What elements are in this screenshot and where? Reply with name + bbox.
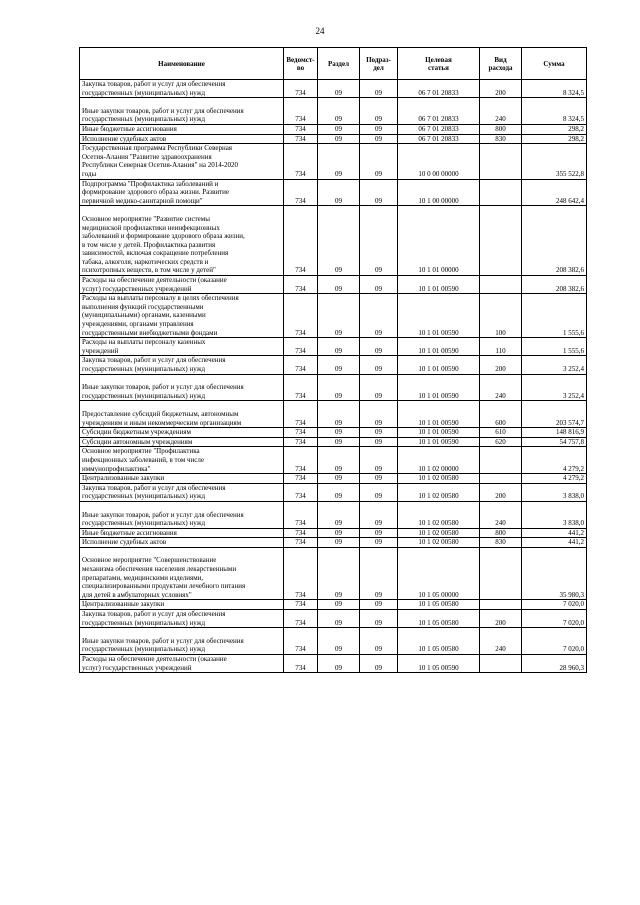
table-row: [80, 655, 587, 673]
row-name: Субсидии автономным учреждениям: [80, 437, 284, 447]
row-sum: 54 757,8: [522, 437, 587, 447]
row-exp-type: [480, 474, 522, 484]
row-exp-type: 240: [480, 628, 522, 655]
table-row: [80, 538, 587, 548]
row-dept: 734: [284, 474, 318, 484]
table-row: [80, 134, 587, 144]
row-sum: 441,2: [522, 538, 587, 548]
row-exp-type: 200: [480, 610, 522, 628]
row-subsection: 09: [360, 124, 398, 134]
row-sum: 441,2: [522, 528, 587, 538]
row-section: 09: [318, 80, 360, 98]
row-subsection: 09: [360, 338, 398, 356]
row-dept: 734: [284, 206, 318, 276]
row-sum: 3 838,0: [522, 483, 587, 501]
row-subsection: 09: [360, 437, 398, 447]
row-section: 09: [318, 655, 360, 673]
row-name: Иные закупки товаров, работ и услуг для обеспечения государственных (муниципальных) нужд: [80, 628, 284, 655]
row-exp-type: 240: [480, 374, 522, 401]
row-section: 09: [318, 447, 360, 474]
table-row: [80, 483, 587, 501]
row-dept: 734: [284, 98, 318, 125]
row-section: 09: [318, 179, 360, 206]
row-subsection: 09: [360, 501, 398, 528]
row-dept: 734: [284, 374, 318, 401]
row-sum: 203 574,7: [522, 401, 587, 428]
row-section: 09: [318, 547, 360, 600]
table-row: [80, 547, 587, 600]
row-section: 09: [318, 134, 360, 144]
row-name: Иные закупки товаров, работ и услуг для обеспечения государственных (муниципальных) нужд: [80, 501, 284, 528]
row-exp-type: 200: [480, 356, 522, 374]
row-section: 09: [318, 98, 360, 125]
row-subsection: 09: [360, 276, 398, 294]
row-sum: 148 816,9: [522, 428, 587, 438]
row-target: 10 1 01 00000: [398, 206, 480, 276]
row-subsection: 09: [360, 134, 398, 144]
budget-table: [79, 47, 587, 673]
row-dept: 734: [284, 628, 318, 655]
row-target: 10 1 01 00590: [398, 437, 480, 447]
row-subsection: 09: [360, 628, 398, 655]
row-section: 09: [318, 474, 360, 484]
row-section: 09: [318, 356, 360, 374]
row-dept: 734: [284, 528, 318, 538]
row-name: Закупка товаров, работ и услуг для обеспечения государственных (муниципальных) нужд: [80, 80, 284, 98]
row-subsection: 09: [360, 98, 398, 125]
table-row: [80, 437, 587, 447]
row-dept: 734: [284, 447, 318, 474]
row-sum: 298,2: [522, 124, 587, 134]
row-subsection: 09: [360, 610, 398, 628]
row-subsection: 09: [360, 447, 398, 474]
row-subsection: 09: [360, 428, 398, 438]
row-exp-type: [480, 447, 522, 474]
row-section: 09: [318, 294, 360, 338]
row-target: 10 1 05 00580: [398, 600, 480, 610]
row-sum: 7 020,0: [522, 600, 587, 610]
row-sum: 3 838,0: [522, 501, 587, 528]
row-section: 09: [318, 428, 360, 438]
row-subsection: 09: [360, 528, 398, 538]
row-target: 10 1 02 00000: [398, 447, 480, 474]
row-name: Расходы на обеспечение деятельности (оказание услуг) государственных учреждений: [80, 276, 284, 294]
row-exp-type: 800: [480, 528, 522, 538]
row-sum: 1 555,6: [522, 294, 587, 338]
row-dept: 734: [284, 483, 318, 501]
row-sum: 7 020,0: [522, 628, 587, 655]
header-name: Наименование: [80, 48, 284, 80]
row-subsection: 09: [360, 600, 398, 610]
row-target: 10 1 01 00590: [398, 276, 480, 294]
row-name: Иные закупки товаров, работ и услуг для обеспечения государственных (муниципальных) нужд: [80, 374, 284, 401]
row-subsection: 09: [360, 356, 398, 374]
row-sum: 7 020,0: [522, 610, 587, 628]
row-subsection: 09: [360, 401, 398, 428]
row-exp-type: [480, 179, 522, 206]
row-subsection: 09: [360, 483, 398, 501]
row-target: 10 1 02 00580: [398, 501, 480, 528]
row-section: 09: [318, 144, 360, 179]
row-target: 10 1 01 00590: [398, 374, 480, 401]
row-name: Централизованные закупки: [80, 600, 284, 610]
table-row: [80, 428, 587, 438]
row-sum: 3 252,4: [522, 356, 587, 374]
row-target: 10 1 05 00000: [398, 547, 480, 600]
row-exp-type: [480, 144, 522, 179]
row-target: 10 1 01 00590: [398, 356, 480, 374]
row-target: 10 1 05 00590: [398, 655, 480, 673]
row-name: Закупка товаров, работ и услуг для обеспечения государственных (муниципальных) нужд: [80, 483, 284, 501]
table-row: [80, 374, 587, 401]
row-exp-type: 600: [480, 401, 522, 428]
table-row: [80, 338, 587, 356]
row-exp-type: 830: [480, 134, 522, 144]
row-target: 10 1 01 00590: [398, 428, 480, 438]
row-sum: 208 382,6: [522, 276, 587, 294]
row-section: 09: [318, 538, 360, 548]
table-row: [80, 610, 587, 628]
row-exp-type: 100: [480, 294, 522, 338]
row-name: Основное мероприятие "Профилактика инфекционных заболеваний, в том числе иммунопрофилактика": [80, 447, 284, 474]
row-dept: 734: [284, 501, 318, 528]
row-name: Закупка товаров, работ и услуг для обеспечения государственных (муниципальных) нужд: [80, 610, 284, 628]
row-section: 09: [318, 600, 360, 610]
row-dept: 734: [284, 80, 318, 98]
row-dept: 734: [284, 356, 318, 374]
row-dept: 734: [284, 179, 318, 206]
row-sum: 355 522,8: [522, 144, 587, 179]
row-name: Иные бюджетные ассигнования: [80, 124, 284, 134]
row-dept: 734: [284, 428, 318, 438]
row-exp-type: 610: [480, 428, 522, 438]
row-dept: 734: [284, 294, 318, 338]
row-dept: 734: [284, 538, 318, 548]
row-sum: 298,2: [522, 134, 587, 144]
row-sum: 3 252,4: [522, 374, 587, 401]
row-name: Закупка товаров, работ и услуг для обеспечения государственных (муниципальных) нужд: [80, 356, 284, 374]
row-dept: 734: [284, 134, 318, 144]
row-target: 10 1 01 00590: [398, 338, 480, 356]
row-sum: 4 279,2: [522, 447, 587, 474]
row-dept: 734: [284, 600, 318, 610]
page-number: 24: [315, 26, 325, 36]
row-exp-type: [480, 655, 522, 673]
row-target: 10 1 00 00000: [398, 179, 480, 206]
row-name: Расходы на выплаты персоналу казенных учреждений: [80, 338, 284, 356]
row-target: 10 1 02 00580: [398, 528, 480, 538]
row-target: 06 7 01 20833: [398, 134, 480, 144]
row-section: 09: [318, 437, 360, 447]
row-sum: 1 555,6: [522, 338, 587, 356]
row-name: Субсидии бюджетным учреждениям: [80, 428, 284, 438]
row-subsection: 09: [360, 80, 398, 98]
row-subsection: 09: [360, 144, 398, 179]
table-row: [80, 144, 587, 179]
row-target: 06 7 01 20833: [398, 80, 480, 98]
row-subsection: 09: [360, 206, 398, 276]
header-section: Раздел: [318, 48, 360, 80]
row-section: 09: [318, 501, 360, 528]
row-subsection: 09: [360, 655, 398, 673]
row-dept: 734: [284, 610, 318, 628]
header-sum: Сумма: [522, 48, 587, 80]
row-name: Предоставление субсидий бюджетным, автономным учреждениям и иным некоммерческим организациям: [80, 401, 284, 428]
table-row: [80, 179, 587, 206]
header-target: Целевая статья: [398, 48, 480, 80]
row-target: 06 7 01 20833: [398, 98, 480, 125]
table-row: [80, 294, 587, 338]
table-row: [80, 501, 587, 528]
table-row: [80, 447, 587, 474]
row-exp-type: 200: [480, 80, 522, 98]
row-sum: 248 642,4: [522, 179, 587, 206]
row-target: 10 1 05 00580: [398, 610, 480, 628]
row-exp-type: [480, 206, 522, 276]
row-sum: 8 324,5: [522, 98, 587, 125]
table-row: [80, 628, 587, 655]
row-name: Основное мероприятие "Совершенствование механизма обеспечения населения лекарственными препаратами, медицинскими изделиями, специализированными продуктами лечебного питания для детей в амбулаторных условиях": [80, 547, 284, 600]
table-row: [80, 206, 587, 276]
row-target: 10 1 01 00590: [398, 294, 480, 338]
row-dept: 734: [284, 124, 318, 134]
row-section: 09: [318, 124, 360, 134]
row-section: 09: [318, 483, 360, 501]
row-sum: 208 382,6: [522, 206, 587, 276]
row-sum: 8 324,5: [522, 80, 587, 98]
row-name: Централизованные закупки: [80, 474, 284, 484]
header-dept: Ведомст- во: [284, 48, 318, 80]
row-section: 09: [318, 206, 360, 276]
row-target: 06 7 01 20833: [398, 124, 480, 134]
row-dept: 734: [284, 547, 318, 600]
row-name: Исполнение судебных актов: [80, 134, 284, 144]
row-target: 10 1 02 00580: [398, 483, 480, 501]
row-sum: 35 980,3: [522, 547, 587, 600]
row-name: Подпрограмма "Профилактика заболеваний и формирование здорового образа жизни. Развитие первичной медико-санитарной помощи": [80, 179, 284, 206]
table-row: [80, 528, 587, 538]
table-row: [80, 98, 587, 125]
table-header-row: [80, 48, 587, 80]
row-subsection: 09: [360, 294, 398, 338]
row-exp-type: 620: [480, 437, 522, 447]
row-section: 09: [318, 401, 360, 428]
row-exp-type: 240: [480, 98, 522, 125]
row-exp-type: [480, 600, 522, 610]
row-exp-type: [480, 276, 522, 294]
row-sum: 4 279,2: [522, 474, 587, 484]
table-row: [80, 124, 587, 134]
row-name: Иные бюджетные ассигнования: [80, 528, 284, 538]
row-name: Иные закупки товаров, работ и услуг для обеспечения государственных (муниципальных) нужд: [80, 98, 284, 125]
row-exp-type: 830: [480, 538, 522, 548]
table-row: [80, 80, 587, 98]
row-name: Государственная программа Республики Северная Осетия-Алания "Развитие здравоохранения Республики Северная Осетия-Алания" на 2014-2020 годы: [80, 144, 284, 179]
row-dept: 734: [284, 144, 318, 179]
row-name: Основное мероприятие "Развитие системы медицинской профилактики неинфекционных заболеваний и формирование здорового образа жизни, в том числе у детей. Профилактика развития зависимостей, включая сокращение потребления табака, алкоголя, наркотических средств и психотропных веществ, в том числе у детей": [80, 206, 284, 276]
row-target: 10 1 01 00590: [398, 401, 480, 428]
row-exp-type: 110: [480, 338, 522, 356]
row-section: 09: [318, 628, 360, 655]
row-subsection: 09: [360, 374, 398, 401]
row-exp-type: [480, 547, 522, 600]
table-row: [80, 474, 587, 484]
row-dept: 734: [284, 437, 318, 447]
row-exp-type: 240: [480, 501, 522, 528]
row-dept: 734: [284, 401, 318, 428]
row-exp-type: 800: [480, 124, 522, 134]
row-section: 09: [318, 610, 360, 628]
header-subsection: Подраз- дел: [360, 48, 398, 80]
table-row: [80, 401, 587, 428]
row-name: Расходы на выплаты персоналу в целях обеспечения выполнения функций государственными (муниципальными) органами, казенными учреждениями, органами управления государственными внебюджетными фондами: [80, 294, 284, 338]
row-subsection: 09: [360, 547, 398, 600]
row-subsection: 09: [360, 179, 398, 206]
table-row: [80, 356, 587, 374]
row-target: 10 1 02 00580: [398, 538, 480, 548]
row-subsection: 09: [360, 538, 398, 548]
row-section: 09: [318, 528, 360, 538]
row-exp-type: 200: [480, 483, 522, 501]
table-row: [80, 276, 587, 294]
row-dept: 734: [284, 276, 318, 294]
row-dept: 734: [284, 655, 318, 673]
row-sum: 28 960,3: [522, 655, 587, 673]
row-name: Исполнение судебных актов: [80, 538, 284, 548]
row-subsection: 09: [360, 474, 398, 484]
row-name: Расходы на обеспечение деятельности (оказание услуг) государственных учреждений: [80, 655, 284, 673]
row-section: 09: [318, 276, 360, 294]
row-section: 09: [318, 374, 360, 401]
row-section: 09: [318, 338, 360, 356]
row-target: 10 0 00 00000: [398, 144, 480, 179]
table-row: [80, 600, 587, 610]
row-dept: 734: [284, 338, 318, 356]
row-target: 10 1 02 00580: [398, 474, 480, 484]
row-target: 10 1 05 00580: [398, 628, 480, 655]
header-exp-type: Вид расхода: [480, 48, 522, 80]
